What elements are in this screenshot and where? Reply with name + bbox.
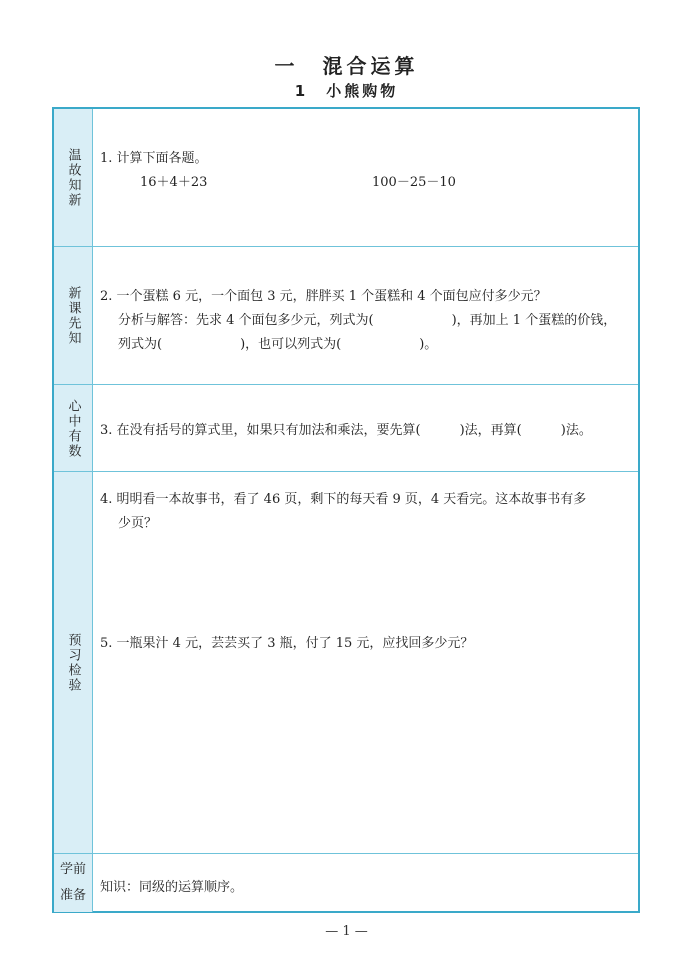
question-2-analysis-line2: 列式为( )，也可以列式为( )。 bbox=[118, 337, 438, 352]
section-label-new-lesson: 新课先知 bbox=[65, 286, 81, 346]
section-label-prep-line2: 准备 bbox=[59, 888, 86, 903]
question-1: 1. 计算下面各题。 bbox=[100, 151, 208, 166]
section-label-mindful: 心中有数 bbox=[65, 398, 81, 459]
question-2-analysis-line1: 分析与解答：先求 4 个面包多少元，列式为( )，再加上 1 个蛋糕的价钱， bbox=[118, 313, 617, 328]
expression-b: 100－25－10 bbox=[372, 175, 456, 190]
worksheet-table bbox=[52, 107, 640, 913]
question-2: 2. 一个蛋糕 6 元，一个面包 3 元，胖胖买 1 个蛋糕和 4 个面包应付多少元？ bbox=[100, 289, 547, 304]
chapter-title: 一 混合运算 bbox=[274, 54, 419, 78]
section-content bbox=[100, 247, 630, 385]
section-preview bbox=[54, 471, 638, 854]
section-new-lesson bbox=[54, 246, 638, 385]
question-3: 3. 在没有括号的算式里，如果只有加法和乘法，要先算( )法，再算( )法。 bbox=[100, 423, 592, 438]
lesson-title: 1 小熊购物 bbox=[294, 82, 399, 100]
section-label-prep-line1: 学前 bbox=[59, 862, 86, 877]
prep-knowledge: 知识：同级的运算顺序。 bbox=[100, 880, 244, 895]
section-prep bbox=[54, 853, 638, 912]
section-label-preview: 预习检验 bbox=[65, 633, 81, 693]
section-content bbox=[100, 854, 630, 912]
section-content bbox=[100, 472, 630, 854]
section-review bbox=[54, 109, 638, 246]
section-content bbox=[100, 109, 630, 246]
section-label-cell bbox=[54, 109, 93, 246]
section-mindful bbox=[54, 384, 638, 472]
question-4-continued: 少页？ bbox=[118, 516, 158, 531]
question-4: 4. 明明看一本故事书，看了 46 页，剩下的每天看 9 页，4 天看完。这本故事书有多 bbox=[100, 492, 587, 507]
expression-a: 16＋4＋23 bbox=[140, 175, 208, 190]
section-label-cell bbox=[54, 854, 93, 912]
question-5: 5. 一瓶果汁 4 元，芸芸买了 3 瓶，付了 15 元，应找回多少元？ bbox=[100, 636, 474, 651]
section-label-cell bbox=[54, 385, 93, 472]
section-label-cell bbox=[54, 247, 93, 385]
section-label-prep bbox=[60, 857, 86, 909]
section-content bbox=[100, 385, 630, 472]
section-label-cell bbox=[54, 472, 93, 854]
page-number: — 1 — bbox=[325, 924, 368, 939]
section-label-review: 温故知新 bbox=[65, 147, 81, 208]
